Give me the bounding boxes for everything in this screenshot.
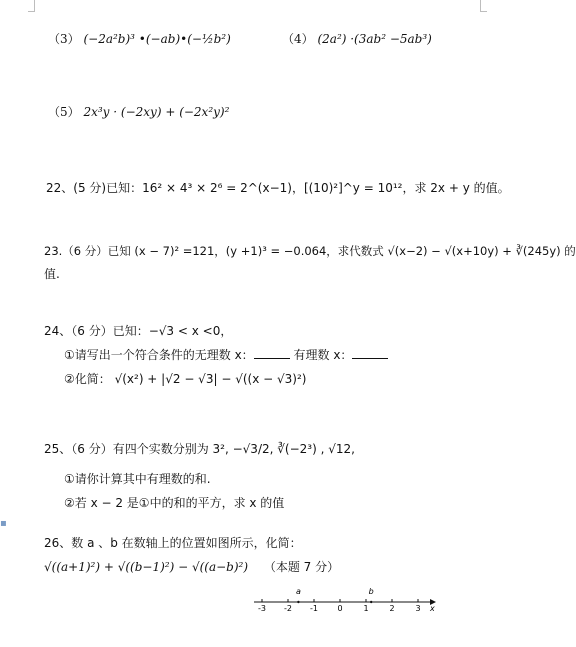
question-25-part2: ②若 x − 2 是①中的和的平方，求 x 的值	[64, 496, 285, 510]
number-line-point-a	[297, 601, 299, 603]
problem-3-label: （3）	[48, 32, 80, 46]
question-26-expression-line	[44, 559, 339, 575]
problem-5-expression: 2x³y · (−2xy) + (−2x²y)²	[83, 105, 230, 119]
page-corner-mark	[480, 11, 487, 12]
number-line-tick-label: 0	[337, 604, 343, 613]
number-line-tick-label: 1	[363, 604, 369, 613]
number-line-axis-label: x	[430, 604, 435, 613]
number-line-figure	[250, 585, 440, 617]
page-corner-mark	[28, 11, 35, 12]
question-24-intro: 24、（6 分）已知：−√3 < x <0，	[44, 324, 233, 338]
number-line-point-label-a: a	[295, 587, 301, 596]
number-line-tick-label: -2	[284, 604, 292, 613]
question-23-line2: 值.	[44, 267, 60, 281]
question-25-part1: ①请你计算其中有理数的和.	[64, 472, 211, 486]
problem-3-expression: (−2a²b)³ •(−ab)•(−½b²)	[83, 32, 231, 46]
question-24-part1	[64, 347, 388, 363]
question-23-line1: 23.（6 分）已知 (x − 7)² =121，(y +1)³ = −0.064，求代数式 √(x−2) − √(x+10y) + ∛(245y) 的	[44, 244, 576, 258]
question-26-note: （本题 7 分）	[263, 560, 340, 574]
number-line-point-label-b: b	[368, 587, 374, 596]
number-line-tick-label: 2	[389, 604, 395, 613]
question-25-intro: 25、（6 分）有四个实数分别为 3², −√3/2, ∛(−2³) , √12,	[44, 442, 355, 456]
number-line-tick-label: -1	[310, 604, 318, 613]
number-line-ticks	[258, 599, 421, 613]
problem-4	[282, 31, 432, 47]
margin-marker-icon: ▪	[0, 518, 7, 529]
problem-5	[48, 104, 229, 120]
question-24-part1-prefix: ①请写出一个符合条件的无理数 x：	[64, 348, 254, 362]
question-24-part2: ②化简： √(x²) + |√2 − √3| − √((x − √3)²)	[64, 372, 307, 386]
problem-5-label: （5）	[48, 105, 80, 119]
question-22: 22、(5 分)已知：16² × 4³ × 2⁶ = 2^(x−1)，[(10)²]^y = 10¹²，求 2x + y 的值。	[46, 181, 510, 195]
number-line-tick-label: -3	[258, 604, 266, 613]
number-line-point-b	[370, 601, 372, 603]
problem-4-expression: (2a²) ·(3ab² −5ab³)	[317, 32, 432, 46]
number-line-tick-label: 3	[415, 604, 421, 613]
answer-blank[interactable]	[352, 348, 388, 359]
problem-4-label: （4）	[282, 32, 314, 46]
question-26-expression: √((a+1)²) + √((b−1)²) − √((a−b)²)	[44, 560, 249, 574]
problem-3	[48, 31, 231, 47]
question-26-intro: 26、数 a 、b 在数轴上的位置如图所示，化简：	[44, 536, 302, 550]
answer-blank[interactable]	[254, 348, 290, 359]
question-24-part1-mid: 有理数 x：	[293, 348, 353, 362]
number-line-points	[296, 587, 374, 603]
